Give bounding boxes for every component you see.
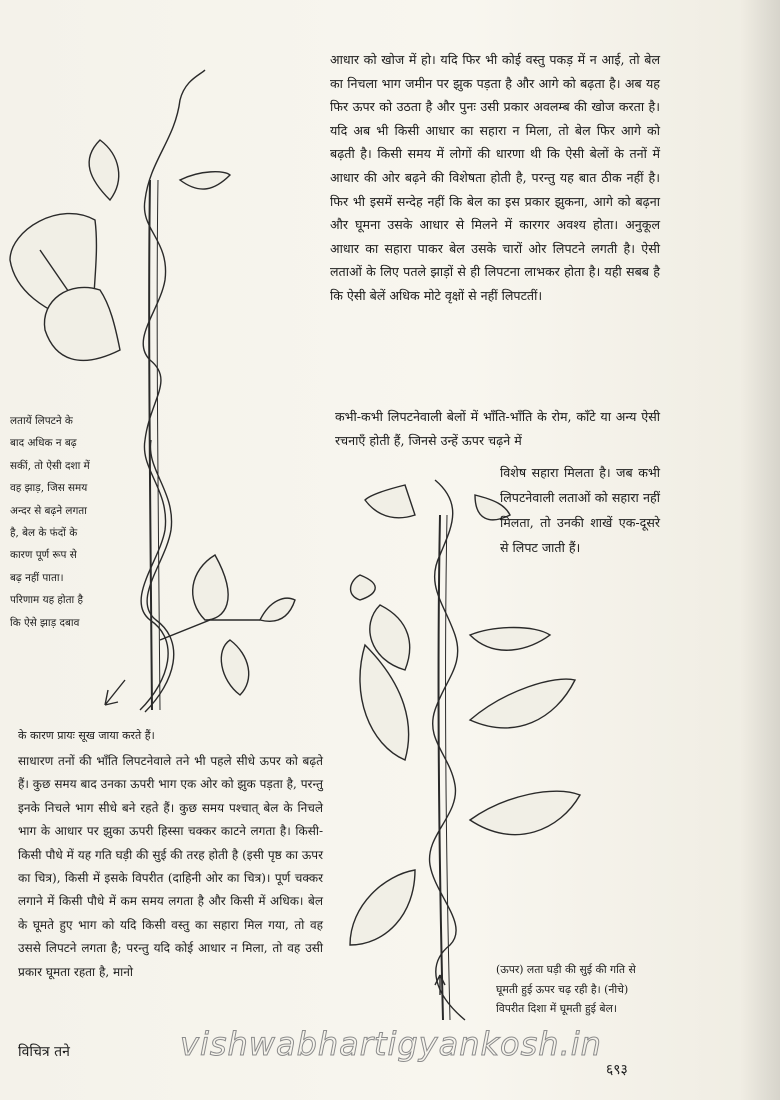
page-edge-shadow — [740, 0, 780, 1100]
leaf-top-right — [180, 172, 230, 189]
watermark-url: vishwabhartigyankosh.in — [180, 1025, 602, 1063]
body-paragraph-right-1: आधार को खोज में हो। यदि फिर भी कोई वस्तु पकड़ में न आई, तो बेल का निचला भाग जमीन पर झुक पड़ता है और आगे को बढ़ता है। अब यह फिर ऊपर को उठता है और पुनः उसी प्रकार अवलम्ब की खोज करता है। यदि अब भी किसी आधार का सहारा न मिला, तो बेल फिर आगे को बढ़ती है। किसी समय में लोगों की धारणा थी कि ऐसी बेलों के तनों में आधार की ओर बढ़ने की विशेषता होती है, परन्तु यह बात ठीक नहीं है। फिर भी इसमें सन्देह नहीं कि बेल का इस प्रकार झुकना, आगे को बढ़ना और घूमना उसके आधार से मिलने में कारगर अवश्य होता। अनुकूल आधार का सहारा पाकर बेल उसके चारों ओर लिपटने लगती है। ऐसी लताओं के लिए पतले झाड़ों से ही लिपटना लाभकर होता है। यही सबब है कि ऐसी बेलें अधिक मोटे वृक्षों से नहीं लिपटतीं। — [330, 52, 660, 303]
page-number: ६९३ — [606, 1062, 628, 1078]
direction-arrow — [105, 680, 125, 705]
running-footer-title: विचित्र तने — [18, 1044, 70, 1060]
body-paragraph-left: साधारण तनों की भाँति लिपटनेवाले तने भी पहले सीधे ऊपर को बढ़ते हैं। कुछ समय बाद उनका ऊपरी भाग एक ओर को झुक पड़ता है, परन्तु इनके निचले भाग सीधे बने रहते हैं। कुछ समय पश्चात् बेल के निचले भाग के आधार पर झुका ऊपरी हिस्सा चक्कर काटने लगता है। किसी-किसी पौधे में यह गति घड़ी की सुई की तरह होती है (इसी पृष्ठ का ऊपर का चित्र), किसी में इसके विपरीत (दाहिनी ओर का चित्र)। पूर्ण चक्कर लगाने में किसी पौधे में कम समय लगता है और किसी में अधिक। बेल के घूमते हुए भाग को यदि किसी वस्तु का सहारा मिल गया, तो वह उससे लिपटने लगता है; परन्तु यदि कोई आधार न मिला, तो वह उसी प्रकार घूमता रहता है, मानो — [18, 754, 323, 979]
leaf-bottom-small — [221, 640, 248, 695]
body-paragraph-right-3: विशेष सहारा मिलता है। जब कभी लिपटनेवाली लताओं को सहारा नहीं मिलता, तो उनकी शाखें एक-दूसरे से लिपट जाती हैं। — [500, 465, 660, 555]
leaf-8 — [470, 791, 580, 834]
figure-caption-left-tail: के कारण प्रायः सूख जाया करते हैं। — [18, 729, 155, 742]
leaf-7 — [470, 679, 575, 728]
figure-caption-right: (ऊपर) लता घड़ी की सुई की गति से घूमती हुई ऊपर चढ़ रही है। (नीचे) विपरीत दिशा में घूमती हुई बेल। — [496, 963, 636, 1015]
leaf-mid-left — [44, 287, 120, 360]
support-stem-right — [439, 515, 443, 1020]
leaf-3 — [351, 575, 376, 600]
leaf-bottom-right — [193, 555, 228, 620]
body-paragraph-right-2: कभी-कभी लिपटनेवाली बेलों में भाँति-भाँति के रोम, काँटे या अन्य ऐसी रचनाएँ होती हैं, जिनसे उन्हें ऊपर चढ़ने में — [335, 409, 660, 448]
leaf-5 — [470, 628, 550, 651]
twining-vine-right — [430, 480, 465, 1020]
leaf-1 — [365, 485, 415, 518]
figure-caption-left: लतायें लिपटने के बाद अधिक न बढ़ सकीं, तो ऐसी दशा में वह झाड़, जिस समय अन्दर से बढ़ने लगता है, बेल के फंदों के कारण पूर्ण रूप से बढ़ नहीं पाता। परिणाम यह होता है कि ऐसे झाड़ दबाव — [10, 415, 90, 629]
leaf-9 — [350, 870, 415, 945]
leaf-upper-left — [89, 140, 119, 200]
